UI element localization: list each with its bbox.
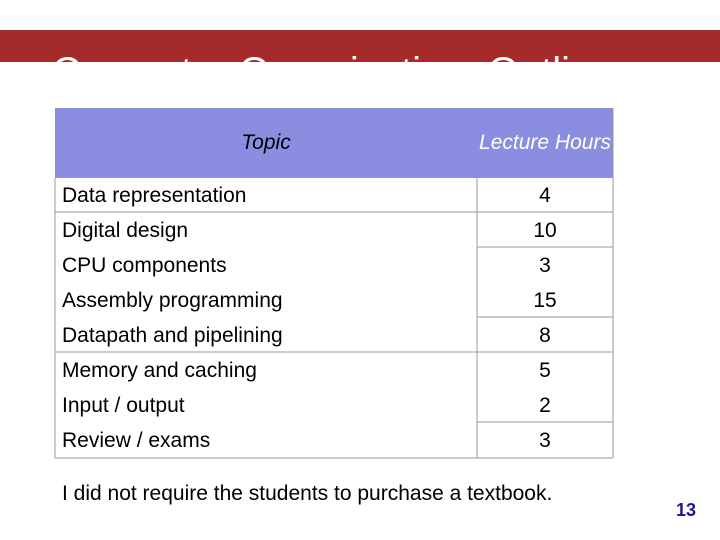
hours-cell: 4	[539, 183, 551, 207]
hours-cell: 3	[539, 253, 551, 277]
topic-cell: Digital design	[62, 218, 189, 242]
footnote: I did not require the students to purchase a textbook.	[62, 482, 553, 505]
page-number: 13	[676, 500, 697, 520]
table-header-row	[55, 108, 613, 178]
topic-cell: Input / output	[62, 393, 185, 417]
table-row	[55, 213, 613, 248]
topic-cell: Data representation	[62, 183, 247, 207]
hours-cell: 10	[533, 218, 557, 242]
table-row	[55, 178, 613, 213]
topic-cell: Review / exams	[62, 428, 211, 452]
topic-cell: CPU components	[62, 253, 227, 277]
topic-header: Topic	[55, 108, 477, 178]
slide-title: Computer Organization: Outline	[52, 50, 615, 94]
table-row	[55, 283, 613, 318]
hours-cell: 15	[533, 288, 557, 312]
topic-cell: Assembly programming	[62, 288, 283, 312]
lecture-hours-header: Lecture Hours	[477, 108, 613, 178]
table-row	[55, 318, 613, 353]
table-row	[55, 423, 613, 458]
hours-cell: 3	[539, 428, 551, 452]
hours-cell: 8	[539, 323, 551, 347]
topic-cell: Datapath and pipelining	[62, 323, 283, 347]
table-row	[55, 353, 613, 388]
hours-cell: 5	[539, 358, 551, 382]
table-row	[55, 388, 613, 423]
table-row	[55, 248, 613, 283]
hours-cell: 2	[539, 393, 551, 417]
topic-cell: Memory and caching	[62, 358, 257, 382]
title-bar	[0, 30, 720, 94]
outline-table	[55, 108, 613, 458]
table-body	[55, 178, 613, 458]
